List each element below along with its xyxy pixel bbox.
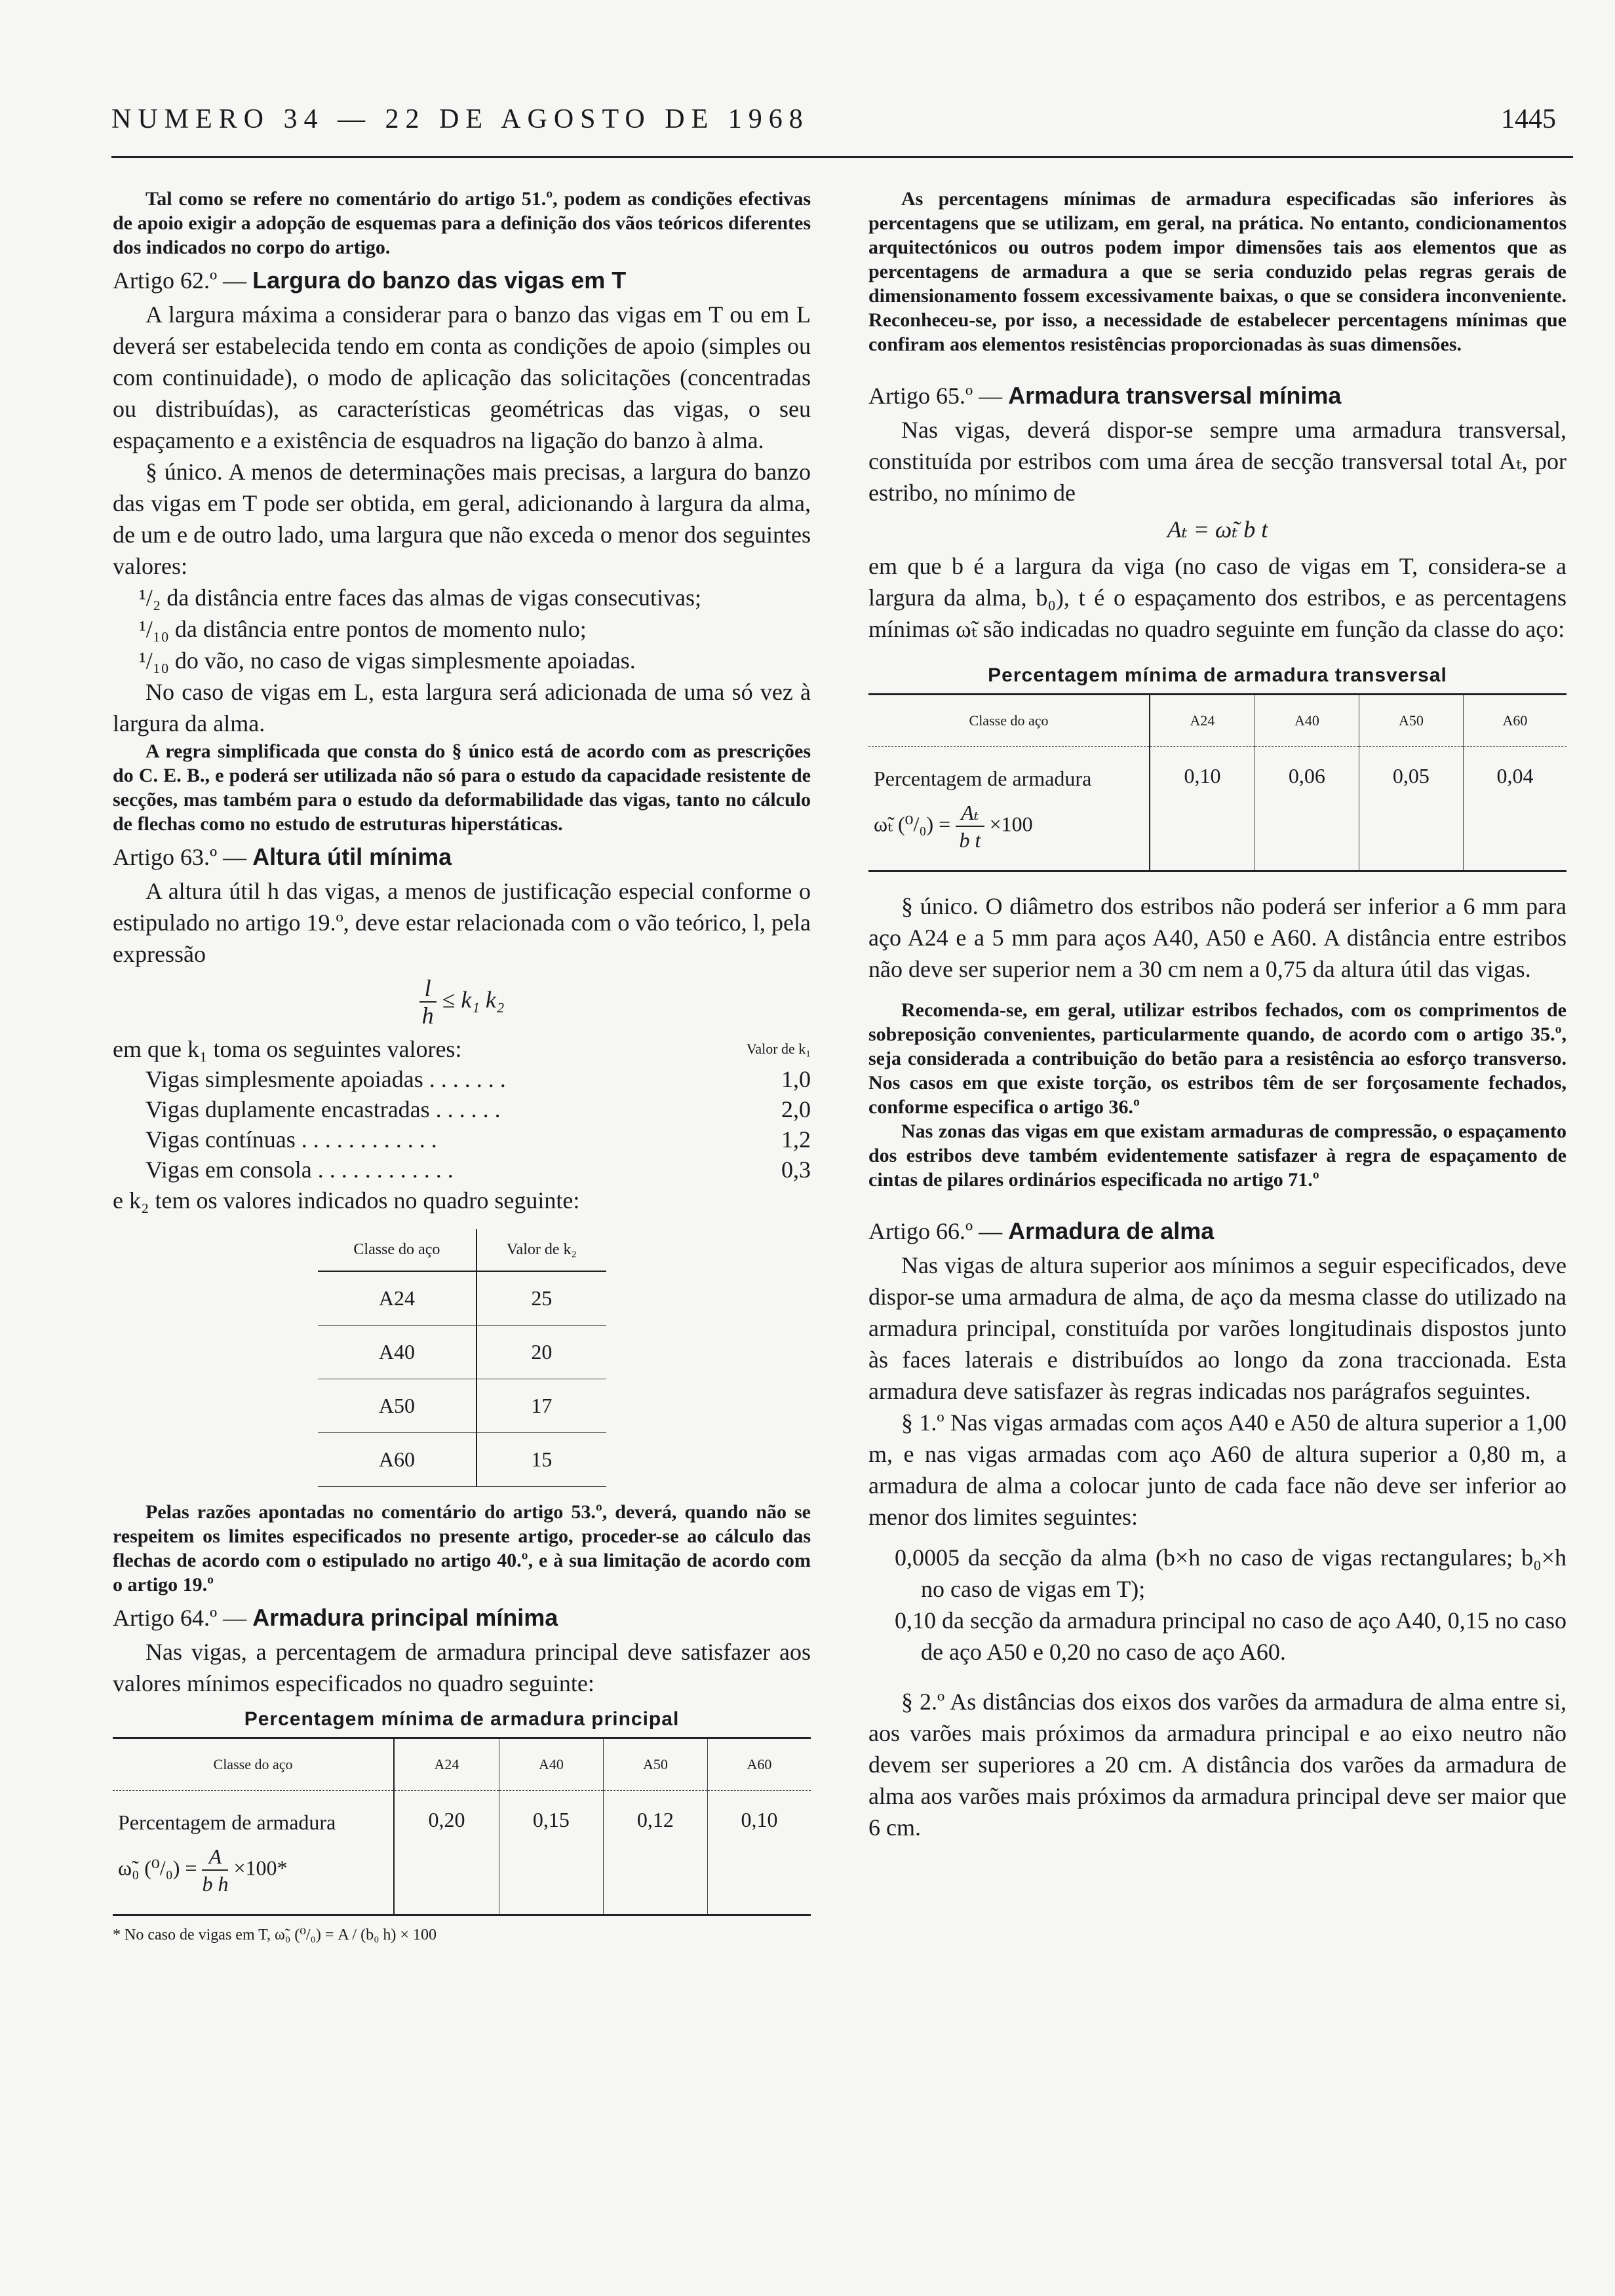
article-66-paragraph-2: § 2.º As distâncias dos eixos dos varões da armadura de alma entre si, aos varões mais próximos da armadura principal e ao eixo neutro não devem ser superiores a 20 cm. A distância dos varões da armadura de alma aos varões mais próximos da armadura principal deve ser maior que 6 cm. xyxy=(868,1689,1566,1841)
article-65-label: Artigo 65.º — xyxy=(868,383,1003,409)
article-62-l-case: No caso de vigas em L, esta largura será adicionada de uma só vez à largura da alma. xyxy=(113,679,811,737)
table-row xyxy=(318,1379,606,1433)
article-65-note-2: Nas zonas das vigas em que existam armaduras de compressão, o espaçamento dos estribos deve também evidentemente satisfazer à regra de espaçamento de cintas de pilares ordinários especificada no artigo 71.º xyxy=(868,1120,1566,1191)
article-64-heading xyxy=(113,1602,811,1634)
article-66-title: Armadura de alma xyxy=(1008,1217,1215,1244)
article-62-heading xyxy=(113,265,811,296)
k2-intro: e k₂ tem os valores indicados no quadro seguinte: xyxy=(113,1187,580,1214)
column-header: A60 xyxy=(707,1738,811,1791)
table-cell: 0,15 xyxy=(499,1791,603,1915)
article-63-note: Pelas razões apontadas no comentário do artigo 53.º, deverá, quando não se respeitem os limites especificados no presente artigo, proceder-se ao cálculo das flechas de acordo com o estipulado no artigo 40.º, e à sua limitação de acordo com o artigo 19.º xyxy=(113,1501,811,1596)
spacer xyxy=(868,1192,1566,1210)
table-cell: A40 xyxy=(318,1326,477,1379)
intro-note: As percentagens mínimas de armadura especificadas são inferiores às percentagens que se utilizam, em geral, na prática. No entanto, condicionamentos arquitectónicos ou outros podem impor dimensões tais aos elementos que as percentagens de armadura a que se seria conduzido pelas regras gerais de dimensionamento fossem excessivamente baixas, o que se considera inconveniente. Reconheceu-se, por isso, a necessidade de estabelecer percentagens mínimas que confiram aos elementos resistências proporcionadas às suas dimensões. xyxy=(868,188,1566,355)
row-label-text: Percentagem de armadura xyxy=(118,1810,336,1834)
table-cell: 17 xyxy=(477,1379,606,1433)
article-62-paragraph: A largura máxima a considerar para o banzo das vigas em T ou em L deverá ser estabelecida tendo em conta as condições de apoio (simples ou com continuidade), o modo de aplicação das solicitações (concentradas ou distribuídas), as características geométricas das vigas, o seu espaçamento e a existência de esquadros na ligação do banzo à alma. xyxy=(113,301,811,453)
page-header xyxy=(0,0,1615,170)
article-62-single-paragraph: § único. A menos de determinações mais precisas, a largura do banzo das vigas em T pode ser obtida, em geral, adicionando à largura da alma, de um e de outro lado, uma largura que não exceda o menor dos seguintes valores: xyxy=(113,459,811,579)
formula-numerator: Aₜ xyxy=(956,799,984,827)
list-item: ¹/₂ da distância entre faces das almas de vigas consecutivas; xyxy=(139,584,702,611)
k1-intro: em que k₁ toma os seguintes valores: xyxy=(113,1036,462,1062)
table-64-title: Percentagem mínima de armadura principal xyxy=(244,1708,680,1730)
k1-name: Vigas duplamente encastradas . . . . . . xyxy=(146,1096,501,1122)
k1-name: Vigas simplesmente apoiadas . . . . . . . xyxy=(146,1066,506,1092)
table-cell: 0,04 xyxy=(1496,764,1534,788)
table-cell: 15 xyxy=(477,1433,606,1487)
table-64 xyxy=(113,1737,811,1916)
row-label xyxy=(113,1791,394,1915)
formula-denominator: h xyxy=(421,1003,434,1029)
table-cell: A60 xyxy=(318,1433,477,1487)
column-header: A24 xyxy=(394,1738,499,1791)
table-row xyxy=(868,747,1566,871)
k1-value: 2,0 xyxy=(781,1096,811,1122)
article-62-title: Largura do banzo das vigas em T xyxy=(252,267,627,294)
k1-value: 1,0 xyxy=(781,1066,811,1092)
table-row xyxy=(318,1271,606,1326)
column-header: A40 xyxy=(499,1738,603,1791)
spacer xyxy=(868,356,1566,375)
article-62-label: Artigo 62.º — xyxy=(113,267,247,294)
right-column xyxy=(868,187,1566,1843)
formula-numerator: l xyxy=(419,975,437,1003)
list-item: ¹/₁₀ do vão, no caso de vigas simplesmente apoiadas. xyxy=(139,647,636,674)
table-65 xyxy=(868,693,1566,872)
article-63-paragraph: A altura útil h das vigas, a menos de justificação especial conforme o estipulado no artigo 19.º, deve estar relacionada com o vão teórico, l, pela expressão xyxy=(113,878,811,967)
column-header: Classe do aço xyxy=(318,1229,477,1271)
table-cell: 0,10 xyxy=(1150,747,1255,871)
column-header: A50 xyxy=(603,1738,707,1791)
page-number: 1445 xyxy=(1501,104,1556,134)
formula-lhs: ω̃ₜ (⁰/₀) = xyxy=(874,812,951,836)
row-formula xyxy=(118,1843,393,1907)
formula-denominator: b t xyxy=(959,828,981,852)
formula-numerator: A xyxy=(202,1843,228,1871)
column-header: A50 xyxy=(1359,695,1463,747)
formula-fraction xyxy=(956,799,984,853)
table-cell: 20 xyxy=(477,1326,606,1379)
table-cell: 0,20 xyxy=(394,1791,499,1915)
k1-name: Vigas em consola . . . . . . . . . . . . xyxy=(146,1157,454,1183)
table-cell: A50 xyxy=(318,1379,477,1433)
list-item: 0,10 da secção da armadura principal no caso de aço A40, 0,15 no caso de aço A50 e 0,20 no caso de aço A60. xyxy=(895,1607,1566,1665)
article-66-paragraph: Nas vigas de altura superior aos mínimos a seguir especificados, deve dispor-se uma armadura de alma, de aço da mesma classe do utilizado na armadura principal, constituída por varões longitudinais dispostos junto às faces laterais e distribuídos ao longo da zona traccionada. Esta armadura deve satisfazer às regras indicadas nos parágrafos seguintes. xyxy=(868,1252,1566,1404)
list-item xyxy=(113,1155,811,1185)
article-65-single-paragraph: § único. O diâmetro dos estribos não poderá ser inferior a 6 mm para aço A24 e a 5 mm para aços A40, A50 e A60. A distância entre estribos não deve ser superior nem a 30 cm nem a 0,75 da altura útil das vigas. xyxy=(868,893,1566,982)
list-item xyxy=(113,1094,811,1124)
list-item xyxy=(113,1124,811,1155)
left-column xyxy=(113,187,811,1944)
table-cell: A24 xyxy=(318,1271,477,1326)
table-row xyxy=(318,1433,606,1487)
article-65-heading xyxy=(868,380,1566,411)
table-cell: 0,05 xyxy=(1359,747,1463,871)
column-header: A40 xyxy=(1255,695,1359,747)
formula-denominator: b h xyxy=(202,1872,229,1896)
column-header: A24 xyxy=(1150,695,1255,747)
spacer xyxy=(868,872,1566,890)
column-header: A60 xyxy=(1463,695,1566,747)
column-header: Valor de k₂ xyxy=(477,1229,606,1271)
article-63-formula xyxy=(113,975,811,1029)
table-65-title: Percentagem mínima de armadura transversal xyxy=(988,664,1447,686)
article-62-note: A regra simplificada que consta do § único está de acordo com as prescrições do C. E. B., e poderá ser utilizada não só para o estudo da capacidade resistente de secções, mas também para o estudo da deformabilidade das vigas, tanto no cálculo de flechas como no estudo de estruturas hiperstáticas. xyxy=(113,740,811,835)
article-63-label: Artigo 63.º — xyxy=(113,844,247,870)
column-header: Classe do aço xyxy=(113,1738,394,1791)
spacer xyxy=(868,1533,1566,1542)
article-66-paragraph-1: § 1.º Nas vigas armadas com aços A40 e A50 de altura superior a 1,00 m, e nas vigas armadas com aço A60 de altura superior a 0,80 m, a armadura de alma a colocar junto de cada face não deve ser inferior ao menor dos limites seguintes: xyxy=(868,1409,1566,1530)
list-item: ¹/₁₀ da distância entre pontos de momento nulo; xyxy=(139,616,587,642)
article-64-title: Armadura principal mínima xyxy=(252,1604,558,1631)
formula-rhs: ×100 xyxy=(989,812,1033,836)
table-64-footnote: * No caso de vigas em T, ω̃₀ (⁰/₀) = A / (b₀ h) × 100 xyxy=(113,1926,437,1943)
formula-fraction xyxy=(419,975,437,1029)
spacer xyxy=(868,1668,1566,1686)
article-63-heading xyxy=(113,841,811,873)
intro-note: Tal como se refere no comentário do artigo 51.º, podem as condições efectivas de apoio exigir a adopção de esquemas para a definição dos vãos teóricos diferentes dos indicados no corpo do artigo. xyxy=(113,188,811,258)
article-66-heading xyxy=(868,1215,1566,1247)
header-rule xyxy=(111,156,1573,158)
article-66-label: Artigo 66.º — xyxy=(868,1218,1003,1244)
article-64-label: Artigo 64.º — xyxy=(113,1605,247,1631)
formula-rhs: ≤ k₁ k₂ xyxy=(442,986,505,1013)
table-row xyxy=(318,1326,606,1379)
table-cell: 25 xyxy=(477,1271,606,1326)
k1-values-list xyxy=(113,1034,811,1185)
column-header: Classe do aço xyxy=(868,695,1150,747)
k1-header: Valor de k₁ xyxy=(746,1041,811,1057)
article-65-title: Armadura transversal mínima xyxy=(1008,382,1342,409)
k1-value: 1,2 xyxy=(781,1126,811,1153)
row-label xyxy=(868,747,1150,871)
formula-lhs: ω̃₀ (⁰/₀) = xyxy=(118,1856,197,1880)
table-cell: 0,10 xyxy=(741,1808,778,1831)
issue-title: NUMERO 34 — 22 DE AGOSTO DE 1968 xyxy=(111,104,809,134)
article-65-paragraph: Nas vigas, deverá dispor-se sempre uma armadura transversal, constituída por estribos com uma área de secção transversal total Aₜ, por estribo, no mínimo de xyxy=(868,417,1566,506)
table-cell: 0,12 xyxy=(603,1791,707,1915)
row-formula xyxy=(874,799,1149,864)
table-cell: 0,06 xyxy=(1255,747,1359,871)
list-item xyxy=(113,1064,811,1094)
article-65-note-1: Recomenda-se, em geral, utilizar estribos fechados, com os comprimentos de sobreposição convenientes, particularmente quando, de acordo com o artigo 35.º, seja considerada a contribuição do betão para a resistência ao esforço transverso. Nos casos em que existe torção, os estribos têm de ser forçosamente fechados, conforme especifica o artigo 36.º xyxy=(868,999,1566,1118)
article-63-title: Altura útil mínima xyxy=(252,843,452,870)
article-65-paragraph-2: em que b é a largura da viga (no caso de vigas em T, considera-se a largura da alma, b₀), t é o espaçamento dos estribos, e as percentagens mínimas ω̃ₜ são indicadas no quadro seguinte em função da classe do aço: xyxy=(868,553,1566,642)
list-item: 0,0005 da secção da alma (b×h no caso de vigas rectangulares; b₀×h no caso de vigas em T); xyxy=(895,1544,1566,1602)
row-label-text: Percentagem de armadura xyxy=(874,767,1092,790)
k1-value: 0,3 xyxy=(781,1157,811,1183)
k2-table xyxy=(318,1229,606,1487)
article-64-paragraph: Nas vigas, a percentagem de armadura principal deve satisfazer aos valores mínimos especificados no quadro seguinte: xyxy=(113,1639,811,1696)
article-65-formula: Aₜ = ω̃ₜ b t xyxy=(1167,516,1268,543)
k1-name: Vigas contínuas . . . . . . . . . . . . xyxy=(146,1126,437,1153)
formula-rhs: ×100* xyxy=(233,1856,288,1880)
table-row xyxy=(113,1791,811,1915)
formula-fraction xyxy=(202,1843,228,1897)
